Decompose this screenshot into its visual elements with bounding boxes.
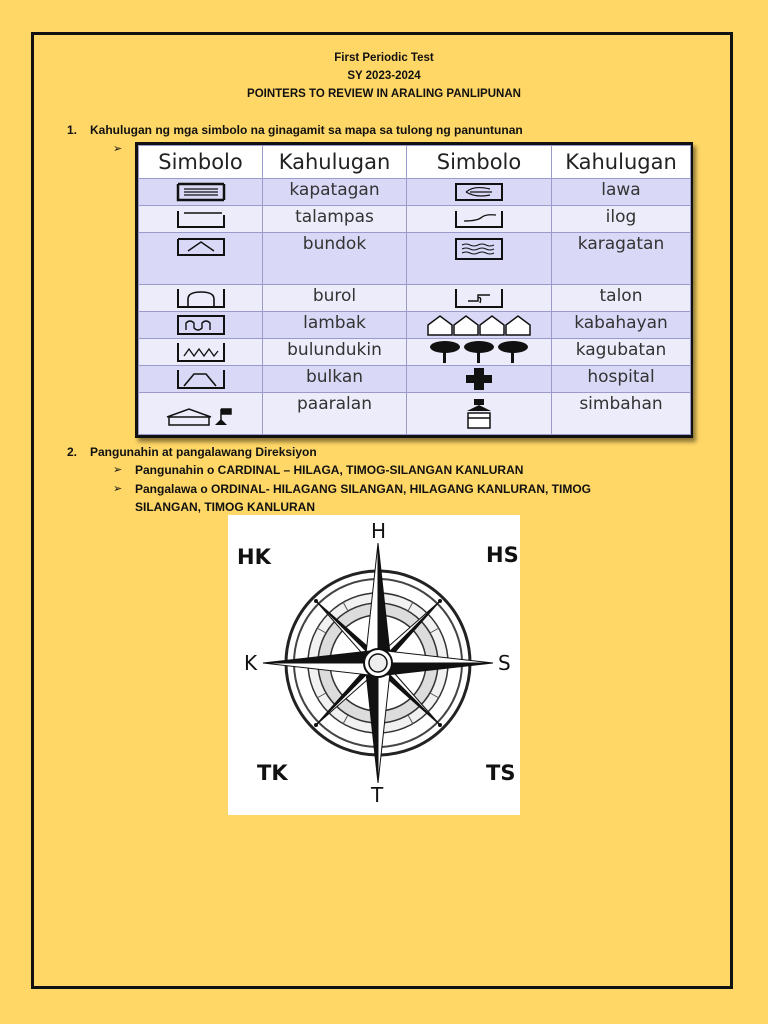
meaning-cell: kagubatan <box>552 339 691 366</box>
meaning-cell: bulundukin <box>263 339 407 366</box>
cardinal-bullet: ➢ <box>113 464 123 476</box>
meaning-cell: talon <box>552 285 691 312</box>
meaning-cell: kapatagan <box>263 179 407 206</box>
header-kahulugan-2: Kahulugan <box>552 146 691 179</box>
northwest-label: HK <box>237 545 271 569</box>
east-label: S <box>498 651 511 675</box>
meaning-cell: lawa <box>552 179 691 206</box>
map-symbol-table <box>135 142 693 438</box>
section1-bullet: ➢ <box>113 143 123 155</box>
hills-range-symbol-icon <box>139 339 263 366</box>
plateau-symbol-icon <box>139 206 263 233</box>
hill-symbol-icon <box>139 285 263 312</box>
meaning-cell: bundok <box>263 233 407 285</box>
meaning-cell: ilog <box>552 206 691 233</box>
compass-rose-figure <box>228 515 520 815</box>
forest-symbol-icon <box>407 339 552 366</box>
river-symbol-icon <box>407 206 552 233</box>
ordinal-directions-line2: SILANGAN, TIMOG KANLURAN <box>135 500 315 514</box>
school-symbol-icon <box>139 393 263 435</box>
west-label: K <box>244 651 258 675</box>
table-row <box>139 206 691 233</box>
houses-symbol-icon <box>407 312 552 339</box>
header-simbolo-1: Simbolo <box>139 146 263 179</box>
table-row <box>139 285 691 312</box>
meaning-cell: simbahan <box>552 393 691 435</box>
school-year: SY 2023-2024 <box>347 70 421 82</box>
ocean-symbol-icon <box>407 233 552 285</box>
meaning-cell: burol <box>263 285 407 312</box>
volcano-symbol-icon <box>139 366 263 393</box>
meaning-cell: paaralan <box>263 393 407 435</box>
south-label: T <box>371 783 384 807</box>
hospital-cross-icon <box>407 366 552 393</box>
meaning-cell: bulkan <box>263 366 407 393</box>
header-simbolo-2: Simbolo <box>407 146 552 179</box>
ordinal-directions-line1: Pangalawa o ORDINAL- HILAGANG SILANGAN, HILAGANG KANLURAN, TIMOG <box>135 482 591 496</box>
ordinal-bullet: ➢ <box>113 483 123 495</box>
section2-number: 2. <box>67 445 78 459</box>
table-row <box>139 179 691 206</box>
meaning-cell: talampas <box>263 206 407 233</box>
meaning-cell: karagatan <box>552 233 691 285</box>
section1-number: 1. <box>67 123 78 137</box>
southwest-label: TK <box>257 761 288 785</box>
meaning-cell: kabahayan <box>552 312 691 339</box>
table-row <box>139 339 691 366</box>
section1-title: Kahulugan ng mga simbolo na ginagamit sa mapa sa tulong ng panuntunan <box>90 123 523 137</box>
north-label: H <box>371 519 387 543</box>
northeast-label: HS <box>486 543 519 567</box>
southeast-label: TS <box>486 761 516 785</box>
section2-title: Pangunahin at pangalawang Direksiyon <box>90 445 317 459</box>
meaning-cell: lambak <box>263 312 407 339</box>
table-row <box>139 312 691 339</box>
cardinal-directions: Pangunahin o CARDINAL – HILAGA, TIMOG-SILANGAN KANLURAN <box>135 463 524 477</box>
waterfall-symbol-icon <box>407 285 552 312</box>
lake-symbol-icon <box>407 179 552 206</box>
church-symbol-icon <box>407 393 552 435</box>
header-kahulugan-1: Kahulugan <box>263 146 407 179</box>
meaning-cell: hospital <box>552 366 691 393</box>
table-row <box>139 233 691 285</box>
table-row <box>139 393 691 435</box>
plain-symbol-icon <box>139 179 263 206</box>
table-row <box>139 366 691 393</box>
valley-symbol-icon <box>139 312 263 339</box>
test-title: First Periodic Test <box>334 52 434 64</box>
mountain-symbol-icon <box>139 233 263 285</box>
review-title: POINTERS TO REVIEW IN ARALING PANLIPUNAN <box>247 88 521 100</box>
